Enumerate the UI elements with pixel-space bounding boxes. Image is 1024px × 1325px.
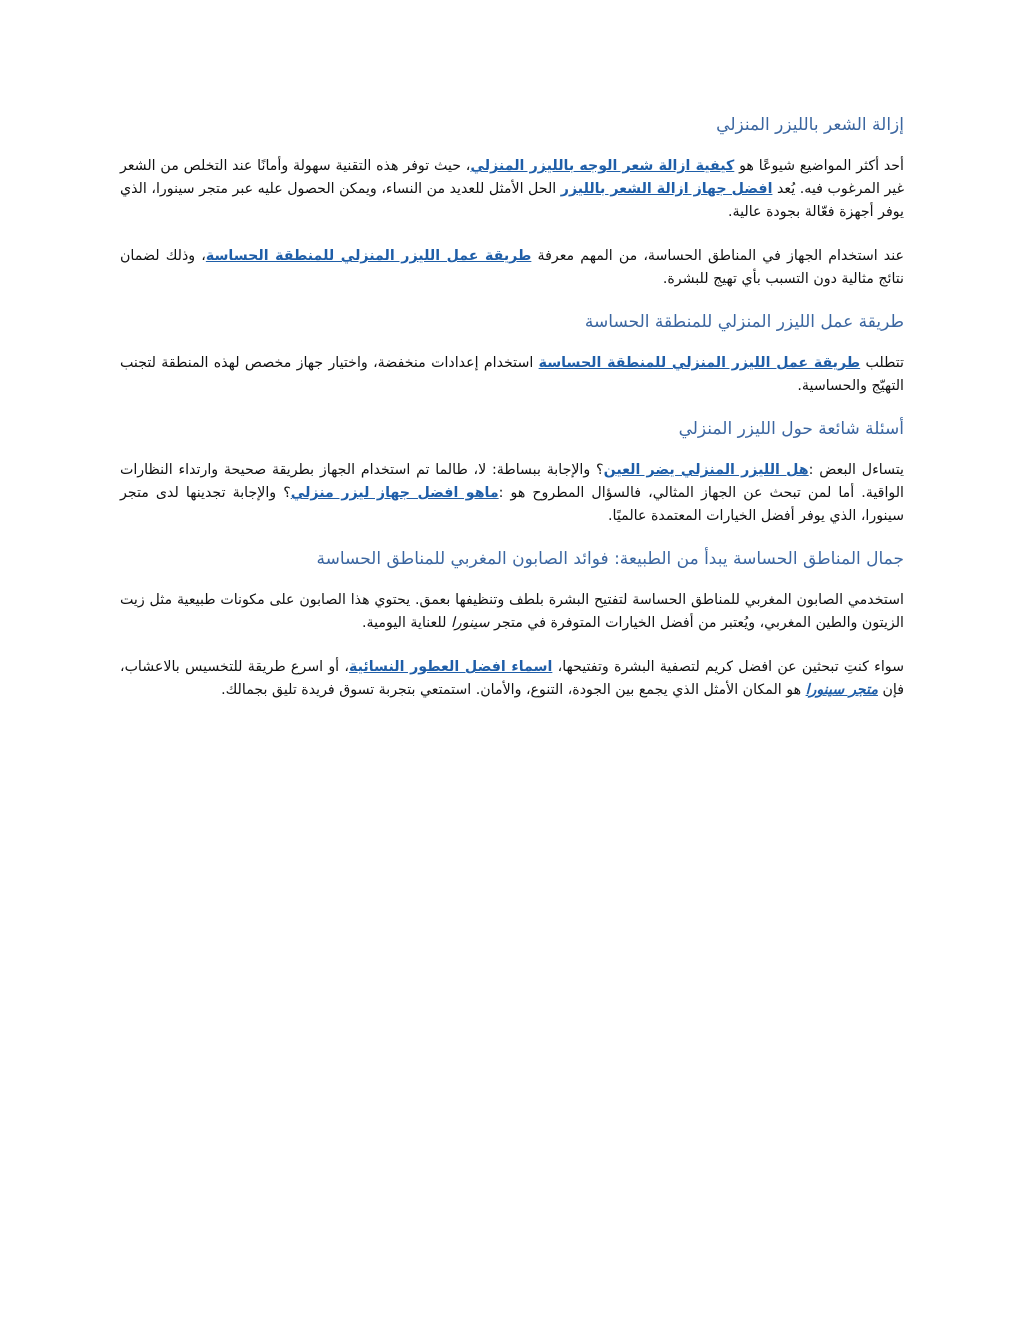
- text: أحد أكثر المواضيع شيوعًا هو: [734, 158, 904, 174]
- paragraph-sensitive-areas: [120, 245, 904, 291]
- text: استخدمي الصابون المغربي للمناطق الحساسة لتفتيح البشرة بلطف وتنظيفها بعمق. يحتوي هذا الصابون على مكونات طبيعية مثل زيت الزيتون والطين المغربي، ويُعتبر من أفضل الخيارات المتوفرة في متجر: [120, 592, 904, 631]
- paragraph-closing: [120, 656, 904, 702]
- text: عند استخدام الجهاز في المناطق الحساسة، من المهم معرفة: [531, 248, 904, 264]
- text: ، وذلك لضمان نتائج مثالية دون التسبب بأي تهيج للبشرة.: [120, 248, 904, 287]
- link-face-hair-removal[interactable]: كيفية ازالة شعر الوجه بالليزر المنزلي: [470, 158, 735, 174]
- link-laser-eye-harm[interactable]: هل الليزر المنزلي يضر العين: [603, 462, 809, 478]
- heading-moroccan-soap: جمال المناطق الحساسة يبدأ من الطبيعة: فوائد الصابون المغربي للمناطق الحساسة: [316, 549, 904, 569]
- paragraph-intro: [120, 155, 904, 224]
- paragraph-method: [120, 352, 904, 398]
- text: تتطلب: [860, 355, 904, 371]
- text: يتساءل البعض :: [808, 462, 904, 478]
- text: استخدام إعدادات منخفضة، واختيار جهاز مخصص لهذه المنطقة لتجنب التهيّج والحساسية.: [120, 355, 904, 394]
- heading-sensitive-area-method: طريقة عمل الليزر المنزلي للمنطقة الحساسة: [584, 312, 904, 332]
- paragraph-faq: [120, 459, 904, 528]
- text: ، حيث توفر هذه التقنية سهولة وأمانًا عند التخلص من الشعر غير المرغوب فيه. يُعد: [120, 158, 904, 197]
- store-name-italic: سينورا: [450, 615, 490, 631]
- link-sensitive-area-method-2[interactable]: طريقة عمل الليزر المنزلي للمنطقة الحساسة: [538, 355, 861, 371]
- heading-faq: أسئلة شائعة حول الليزر المنزلي: [678, 419, 904, 439]
- text: للعناية اليومية.: [362, 615, 451, 631]
- text: سواء كنتِ تبحثين عن افضل كريم لتصفية البشرة وتفتيحها،: [552, 659, 904, 675]
- paragraph-moroccan-soap: [120, 589, 904, 635]
- text: ، أو اسرع طريقة للتخسيس بالاعشاب، فإن: [120, 659, 904, 698]
- text: هو المكان الأمثل الذي يجمع بين الجودة، التنوع، والأمان. استمتعي بتجربة تسوق فريدة تليق بجمالك.: [221, 682, 806, 698]
- text: ؟ والإجابة ببساطة: لا، طالما تم استخدام الجهاز بطريقة صحيحة وارتداء النظارات الواقية. أما لمن تبحث عن الجهاز المثالي، فالسؤال المطروح هو :: [120, 462, 904, 501]
- link-senora-store[interactable]: متجر سينورا: [805, 682, 878, 698]
- heading-laser-hair-removal: إزالة الشعر بالليزر المنزلي: [716, 115, 904, 135]
- text: ؟ والإجابة تجدينها لدى متجر سينورا، الذي يوفر أفضل الخيارات المعتمدة عالميًا.: [120, 485, 904, 524]
- link-best-home-laser[interactable]: ماهو افضل جهاز ليزر منزلي: [290, 485, 499, 501]
- link-best-laser-device[interactable]: افضل جهاز ازالة الشعر بالليزر: [560, 181, 773, 197]
- text: الحل الأمثل للعديد من النساء، ويمكن الحصول عليه عبر متجر سينورا، الذي يوفر أجهزة فعّالة بجودة عالية.: [120, 181, 904, 220]
- link-best-perfumes[interactable]: اسماء افضل العطور النسائية: [348, 659, 553, 675]
- link-sensitive-area-method[interactable]: طريقة عمل الليزر المنزلي للمنطقة الحساسة: [205, 248, 532, 264]
